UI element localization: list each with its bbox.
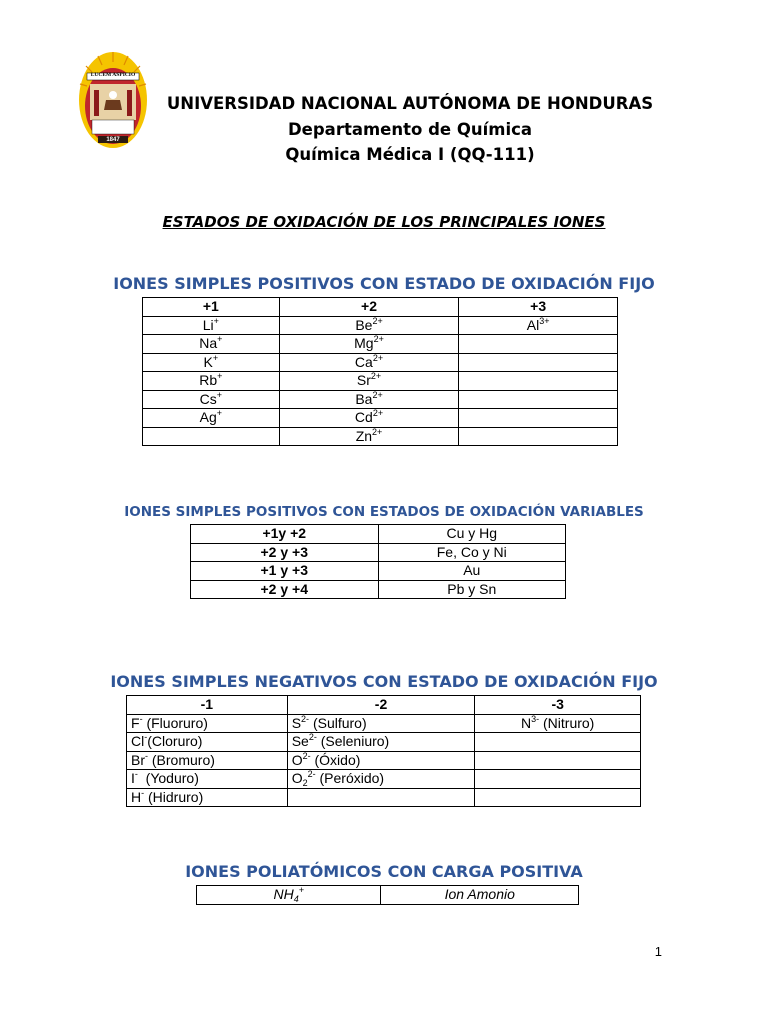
table-cell xyxy=(279,427,459,446)
ion-charge: - xyxy=(145,750,148,761)
ion-symbol: Be xyxy=(355,316,373,333)
ion-charge: + xyxy=(216,408,223,419)
table-cell xyxy=(279,316,459,335)
ion-name: (Óxido) xyxy=(310,751,361,768)
section2-table xyxy=(190,524,566,599)
column-header: +2 xyxy=(279,298,459,317)
table-row xyxy=(143,427,618,446)
column-header: -3 xyxy=(475,696,641,715)
table-cell xyxy=(143,427,280,446)
oxidation-states-cell: +2 y +3 xyxy=(191,543,379,562)
ion-charge: - xyxy=(134,769,138,780)
ion-symbol: Ba xyxy=(355,390,373,407)
ion-symbol: Ca xyxy=(354,353,373,370)
document-title: ESTADOS DE OXIDACIÓN DE LOS PRINCIPALES IONES xyxy=(162,213,606,231)
ion-charge: - xyxy=(139,713,143,724)
ion-symbol: Br xyxy=(131,751,145,768)
table-row xyxy=(127,714,641,733)
ion-symbol: N xyxy=(520,714,532,731)
elements-cell: Pb y Sn xyxy=(378,580,566,599)
table-row xyxy=(143,353,618,372)
section1-header-row xyxy=(143,298,618,317)
ion-name: (Cloruro) xyxy=(147,733,203,750)
elements-cell: Fe, Co y Ni xyxy=(378,543,566,562)
ion-symbol: Li xyxy=(202,316,214,333)
table-cell xyxy=(459,390,618,409)
table-cell xyxy=(459,427,618,446)
ion-name: (Hidruro) xyxy=(144,788,204,805)
ion-charge: 2+ xyxy=(372,389,383,400)
ion-symbol: Zn xyxy=(355,427,373,444)
section4-title: IONES POLIATÓMICOS CON CARGA POSITIVA xyxy=(185,862,583,881)
ion-symbol: K xyxy=(203,353,213,370)
table-cell xyxy=(279,353,459,372)
ion-charge: 2+ xyxy=(370,371,382,382)
section2-title: IONES SIMPLES POSITIVOS CON ESTADOS DE OXIDACIÓN VARIABLES xyxy=(124,504,644,520)
table-cell xyxy=(475,770,641,789)
ion-charge: 2+ xyxy=(372,426,383,437)
ion-symbol: NH xyxy=(273,886,294,903)
ion-symbol: Se xyxy=(291,733,309,750)
ion-charge: 3- xyxy=(531,713,540,724)
elements-cell: Au xyxy=(378,562,566,581)
ion-symbol: I xyxy=(131,770,135,787)
table-row xyxy=(143,316,618,335)
column-header: +3 xyxy=(459,298,618,317)
ion-charge: + xyxy=(217,334,223,345)
table-cell xyxy=(127,788,288,807)
ion-name: (Nitruro) xyxy=(539,714,595,731)
ion-charge: - xyxy=(144,732,148,743)
ion-name: (Fluoruro) xyxy=(142,714,208,731)
table-cell xyxy=(287,733,475,752)
table-cell xyxy=(127,714,288,733)
table-cell xyxy=(459,409,618,428)
elements-cell: Cu y Hg xyxy=(378,525,566,544)
table-row xyxy=(143,409,618,428)
ion-symbol: O xyxy=(291,751,303,768)
table-row xyxy=(143,372,618,391)
ion-charge: 2- xyxy=(307,769,316,780)
table-cell xyxy=(143,353,280,372)
table-cell xyxy=(127,733,288,752)
ion-symbol: O xyxy=(291,770,303,787)
table-row xyxy=(191,562,566,581)
university-name: UNIVERSIDAD NACIONAL AUTÓNOMA DE HONDURAS xyxy=(166,94,654,113)
table-cell xyxy=(459,353,618,372)
table-row xyxy=(191,543,566,562)
table-row xyxy=(127,770,641,789)
ion-charge: + xyxy=(298,885,304,896)
table-row xyxy=(191,580,566,599)
section3-table xyxy=(126,695,641,807)
ion-symbol: S xyxy=(291,714,302,731)
section3-title: IONES SIMPLES NEGATIVOS CON ESTADO DE OXIDACIÓN FIJO xyxy=(110,672,658,691)
ion-charge: 2+ xyxy=(372,315,383,326)
table-cell xyxy=(287,751,475,770)
table-row xyxy=(197,886,579,905)
ion-charge: + xyxy=(212,352,219,363)
ion-symbol: Cl xyxy=(131,733,145,750)
ion-charge: + xyxy=(213,315,219,326)
ion-symbol: Al xyxy=(526,316,540,333)
ion-name: (Seleniuro) xyxy=(316,733,390,750)
ion-symbol: Cs xyxy=(199,390,217,407)
ion-symbol: Na xyxy=(199,335,218,352)
table-cell xyxy=(143,390,280,409)
ion-symbol: H xyxy=(131,788,142,805)
table-cell xyxy=(143,335,280,354)
table-cell xyxy=(475,714,641,733)
ion-charge: 2- xyxy=(301,713,310,724)
ion-symbol: Cd xyxy=(354,409,373,426)
section3-header-row xyxy=(127,696,641,715)
section1-title: IONES SIMPLES POSITIVOS CON ESTADO DE OXIDACIÓN FIJO xyxy=(113,274,655,293)
table-cell xyxy=(287,770,475,789)
logo-year: 1847 xyxy=(106,137,120,143)
logo-motto: LUCEM ASPICIO xyxy=(90,72,136,78)
section4-table xyxy=(196,885,579,905)
table-row xyxy=(127,751,641,770)
ion-symbol: Sr xyxy=(356,372,371,389)
ion-charge: 3+ xyxy=(539,315,550,326)
ion-charge: + xyxy=(217,371,223,382)
table-cell xyxy=(279,409,459,428)
table-cell xyxy=(279,335,459,354)
ion-charge: 2- xyxy=(302,750,311,761)
column-header: -1 xyxy=(127,696,288,715)
table-cell xyxy=(143,372,280,391)
ion-charge: 2+ xyxy=(373,334,384,345)
table-cell xyxy=(459,335,618,354)
department-name: Departamento de Química xyxy=(287,120,533,139)
table-row xyxy=(127,788,641,807)
table-cell xyxy=(475,733,641,752)
table-row xyxy=(143,390,618,409)
table-cell xyxy=(197,886,381,905)
table-cell xyxy=(143,316,280,335)
ion-name: (Sulfuro) xyxy=(309,714,367,731)
table-row xyxy=(191,525,566,544)
table-row xyxy=(127,733,641,752)
course-name: Química Médica I (QQ-111) xyxy=(285,145,535,164)
ion-name: (Bromuro) xyxy=(148,751,215,768)
column-header: -2 xyxy=(287,696,475,715)
table-cell xyxy=(475,788,641,807)
table-cell xyxy=(279,390,459,409)
table-cell xyxy=(127,770,288,789)
ion-symbol: Ion Amonio xyxy=(444,886,515,903)
table-cell xyxy=(279,372,459,391)
ion-symbol: Mg xyxy=(354,335,374,352)
ion-symbol: F xyxy=(131,714,140,731)
table-cell xyxy=(475,751,641,770)
ion-charge: 2+ xyxy=(372,408,384,419)
ion-name: (Peróxido) xyxy=(315,770,385,787)
ion-charge: 2- xyxy=(308,732,317,743)
table-cell xyxy=(459,316,618,335)
ion-name: (Yoduro) xyxy=(137,770,199,787)
table-row xyxy=(143,335,618,354)
ion-subscript: 4 xyxy=(293,894,299,905)
table-cell xyxy=(459,372,618,391)
table-cell xyxy=(127,751,288,770)
ion-symbol: Rb xyxy=(199,372,218,389)
table-cell xyxy=(381,886,579,905)
oxidation-states-cell: +2 y +4 xyxy=(191,580,379,599)
table-cell xyxy=(143,409,280,428)
page-number: 1 xyxy=(654,944,662,959)
oxidation-states-cell: +1y +2 xyxy=(191,525,379,544)
ion-charge: 2+ xyxy=(372,352,384,363)
ion-symbol: Ag xyxy=(199,409,217,426)
ion-charge: - xyxy=(141,787,145,798)
ion-charge: + xyxy=(216,389,223,400)
table-cell xyxy=(287,788,475,807)
section1-table xyxy=(142,297,618,446)
ion-subscript: 2 xyxy=(302,778,308,789)
column-header: +1 xyxy=(143,298,280,317)
table-cell xyxy=(287,714,475,733)
oxidation-states-cell: +1 y +3 xyxy=(191,562,379,581)
